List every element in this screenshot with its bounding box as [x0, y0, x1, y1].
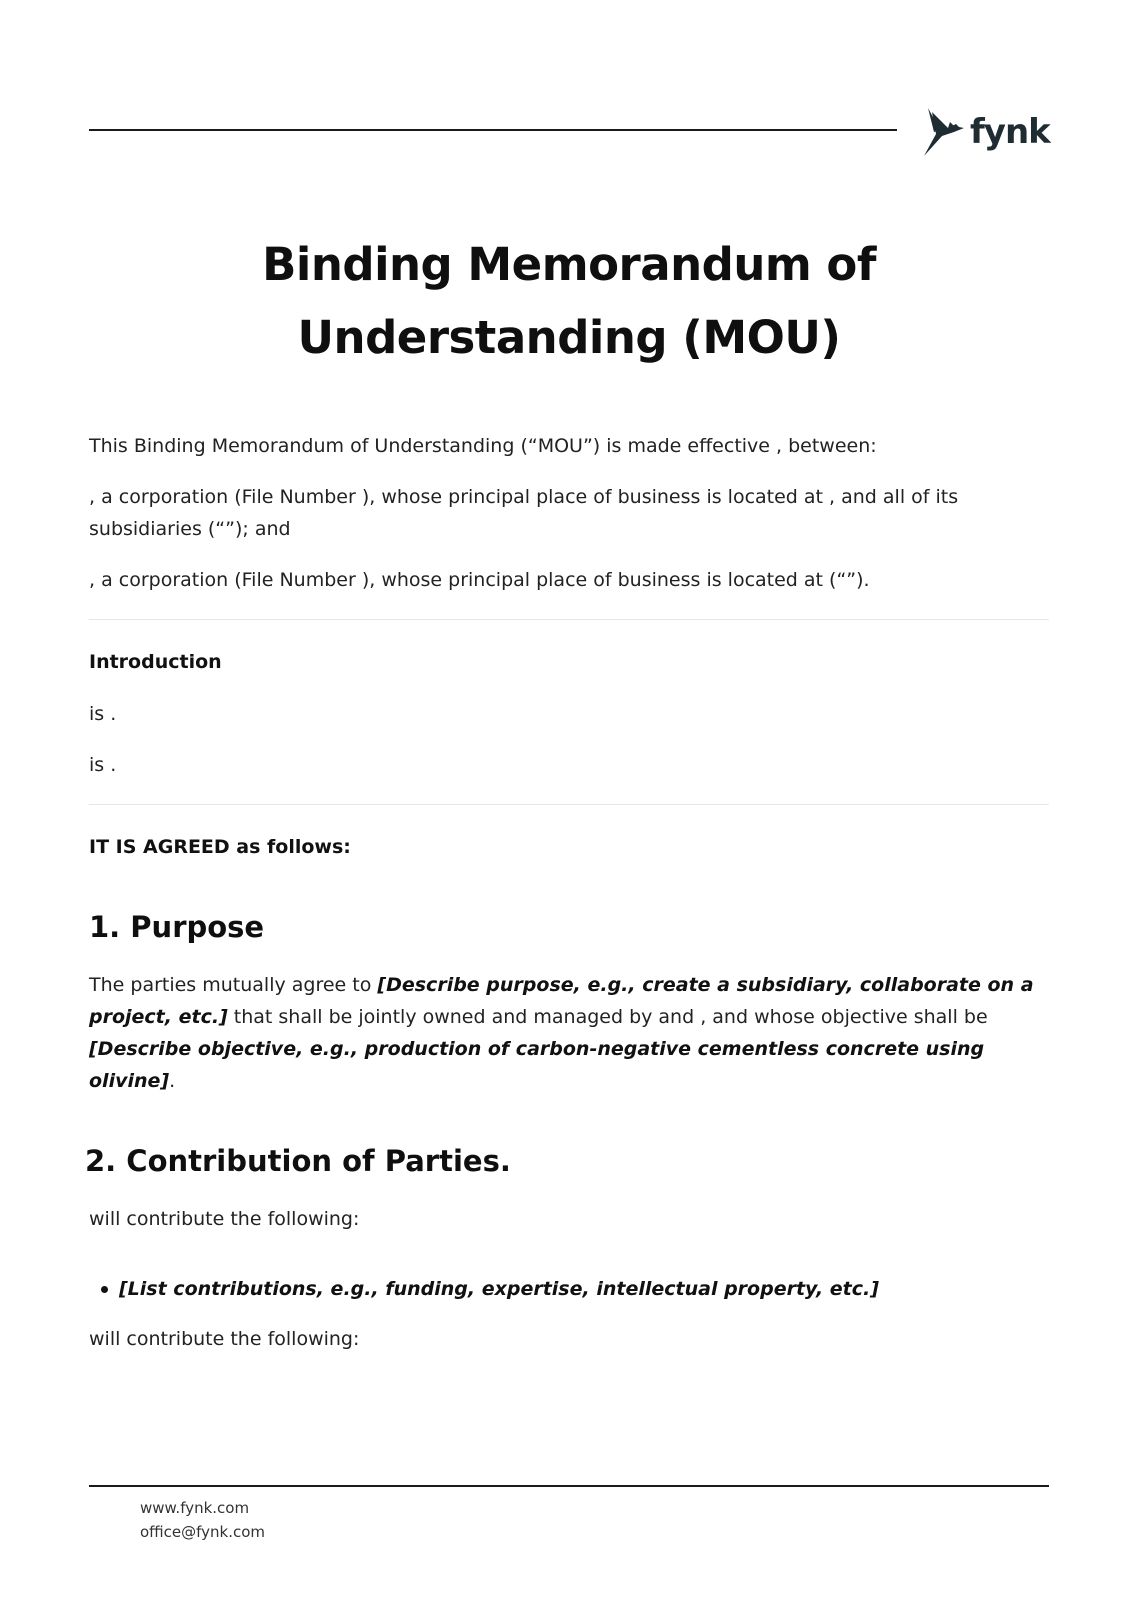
footer-divider [89, 1485, 1049, 1487]
section-2-heading: 2. Contribution of Parties. [85, 1144, 511, 1178]
section-divider [89, 804, 1049, 805]
purpose-placeholder: [Describe purpose, e.g., create a subsidiary, collaborate on a project, etc.] [89, 974, 1034, 1028]
purpose-text-b: that shall be jointly owned and managed by and , and whose objective shall be [227, 1006, 988, 1028]
section-1-heading: 1. Purpose [89, 910, 265, 944]
bullet-icon [101, 1286, 108, 1293]
introduction-line-1: is . [89, 703, 117, 725]
section-1-text [89, 969, 1049, 1097]
purpose-text-a: The parties mutually agree to [89, 974, 378, 996]
introduction-line-2: is . [89, 754, 117, 776]
purpose-text-c: . [169, 1070, 176, 1092]
agreed-heading: IT IS AGREED as follows: [89, 836, 351, 858]
party-2-contribution-line: will contribute the following: [89, 1328, 360, 1350]
introduction-heading: Introduction [89, 651, 222, 673]
title-line-1: Binding Memorandum of [262, 238, 876, 291]
footer-website: www.fynk.com [140, 1499, 250, 1517]
logo-wordmark: fynk [970, 112, 1050, 152]
footer [140, 1496, 265, 1544]
section-divider [89, 619, 1049, 620]
preamble-party-1: , a corporation (File Number ), whose principal place of business is located at , and all of its subsidiaries (“”); and [89, 486, 959, 540]
title-line-2: Understanding (MOU) [297, 311, 841, 364]
objective-placeholder: [Describe objective, e.g., production of carbon-negative cementless concrete using olivine] [89, 1038, 985, 1092]
party-1-contribution-line: will contribute the following: [89, 1208, 360, 1230]
document-title [89, 228, 1049, 374]
footer-email: office@fynk.com [140, 1523, 266, 1541]
bird-icon [920, 106, 966, 158]
fynk-logo [920, 104, 1050, 160]
document-body [85, 430, 1049, 1374]
contribution-placeholder: [List contributions, e.g., funding, expertise, intellectual property, etc.] [119, 1278, 879, 1300]
header-divider [89, 129, 897, 131]
preamble-party-2: , a corporation (File Number ), whose principal place of business is located at (“”). [89, 569, 870, 591]
contribution-list [89, 1273, 1049, 1305]
list-item [119, 1273, 1049, 1305]
preamble-intro: This Binding Memorandum of Understanding (“MOU”) is made effective , between: [89, 435, 877, 457]
